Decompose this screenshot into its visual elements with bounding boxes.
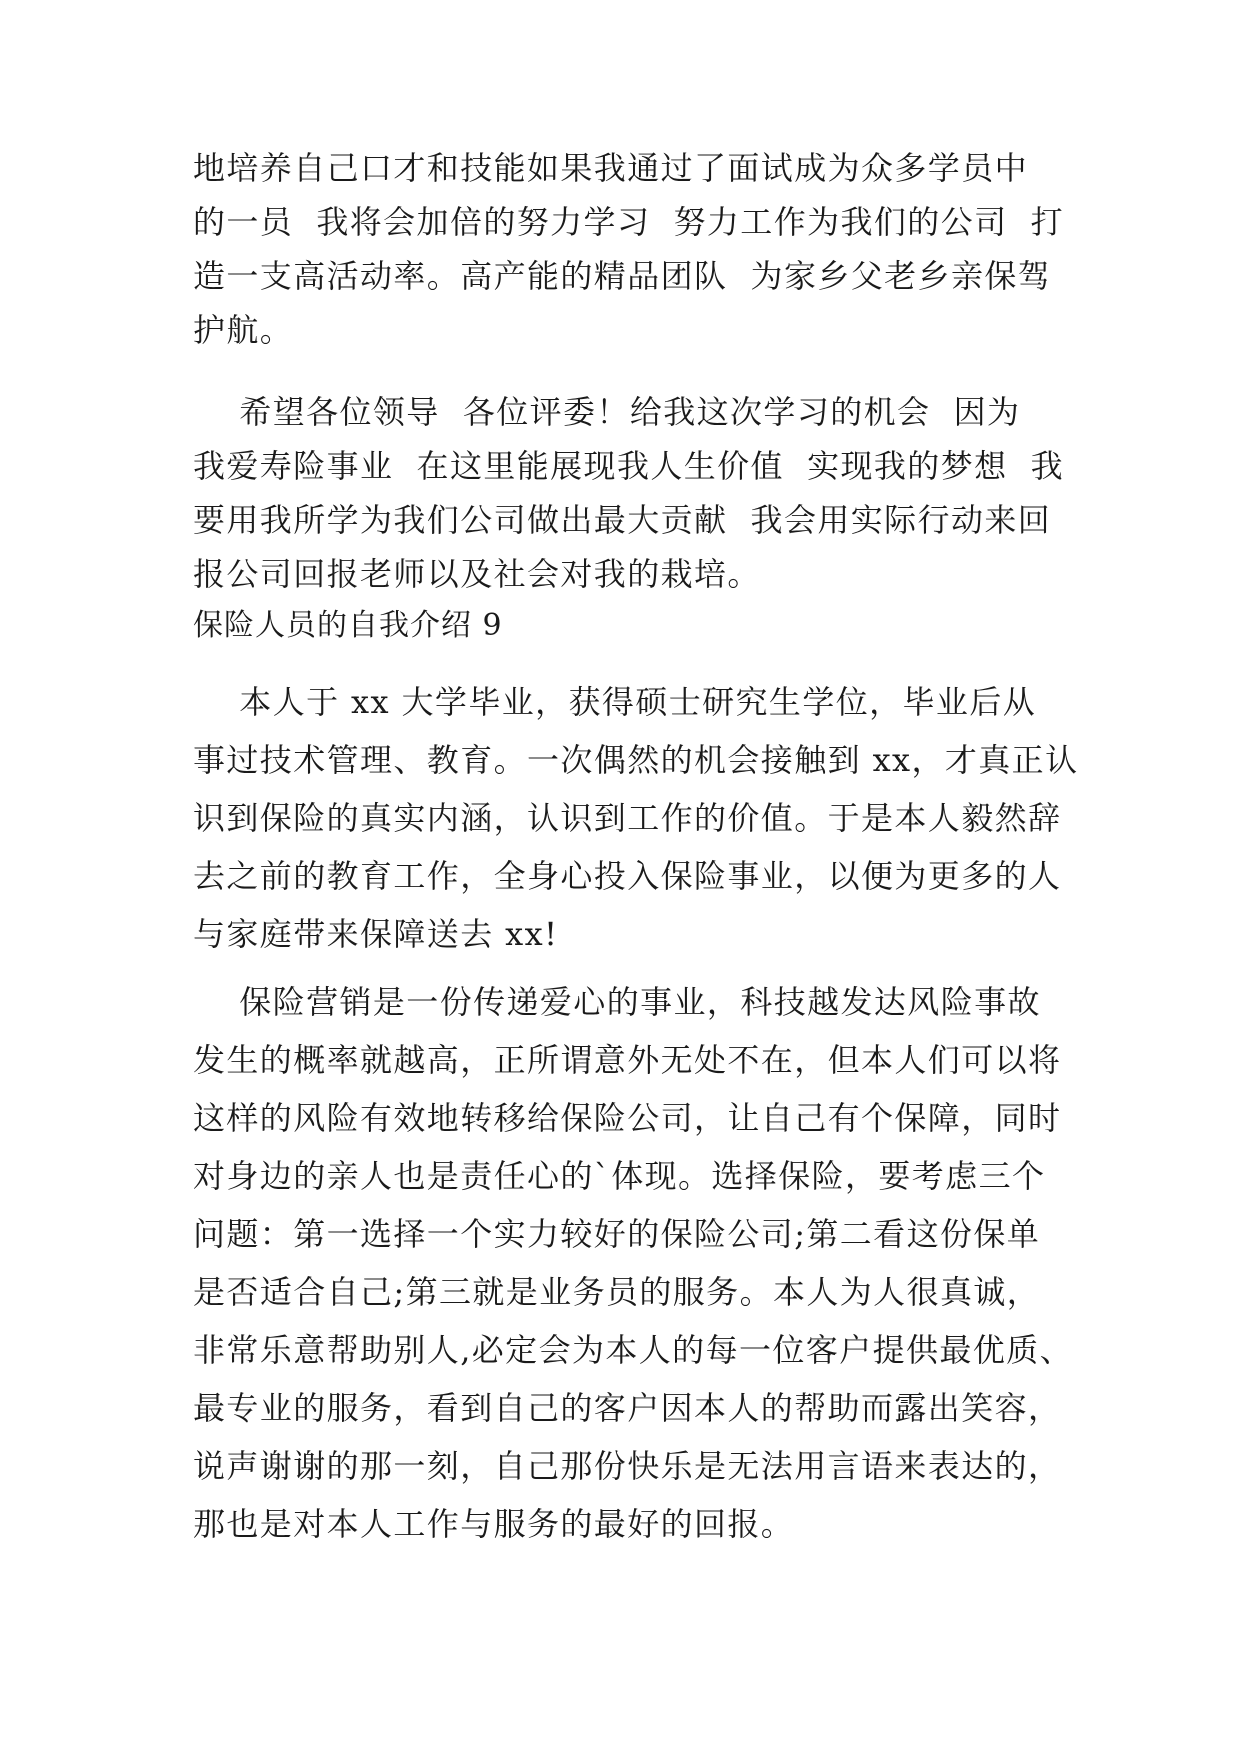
- text-line: 我爱寿险事业 在这里能展现我人生价值 实现我的梦想 我: [193, 447, 1065, 485]
- text-line: 是否适合自己;第三就是业务员的服务。本人为人很真诚，: [193, 1273, 1041, 1311]
- text-line: 的一员 我将会加倍的努力学习 努力工作为我们的公司 打: [193, 203, 1065, 241]
- text-line: 最专业的服务，看到自己的客户因本人的帮助而露出笑容，: [193, 1389, 1062, 1427]
- text-line: 非常乐意帮助别人,必定会为本人的每一位客户提供最优质、: [193, 1331, 1073, 1369]
- text-line: 问题：第一选择一个实力较好的保险公司;第二看这份保单: [193, 1215, 1041, 1253]
- text-line: 这样的风险有效地转移给保险公司，让自己有个保障，同时: [193, 1099, 1062, 1137]
- text-line: 对身边的亲人也是责任心的`体现。选择保险，要考虑三个: [193, 1157, 1046, 1195]
- text-line: 去之前的教育工作，全身心投入保险事业，以便为更多的人: [193, 857, 1062, 895]
- text-line: 报公司回报老师以及社会对我的栽培。: [193, 555, 761, 593]
- text-line: 本人于 xx 大学毕业，获得硕士研究生学位，毕业后从: [193, 683, 1037, 721]
- text-line: 希望各位领导 各位评委！给我这次学习的机会 因为: [193, 393, 1021, 431]
- text-line: 发生的概率就越高，正所谓意外无处不在，但本人们可以将: [193, 1041, 1062, 1079]
- text-line: 护航。: [193, 311, 294, 349]
- text-line: 与家庭带来保障送去 xx!: [193, 915, 559, 953]
- text-line: 识到保险的真实内涵，认识到工作的价值。于是本人毅然辞: [193, 799, 1062, 837]
- text-line: 说声谢谢的那一刻，自己那份快乐是无法用言语来表达的，: [193, 1447, 1062, 1485]
- text-line: 造一支高活动率。高产能的精品团队 为家乡父老乡亲保驾: [193, 257, 1052, 295]
- text-line: 那也是对本人工作与服务的最好的回报。: [193, 1505, 795, 1543]
- text-line: 地培养自己口才和技能如果我通过了面试成为众多学员中: [193, 149, 1029, 187]
- text-line: 事过技术管理、教育。一次偶然的机会接触到 xx，才真正认: [193, 741, 1079, 779]
- text-line: 要用我所学为我们公司做出最大贡献 我会用实际行动来回: [193, 501, 1052, 539]
- section-title: 保险人员的自我介绍 9: [193, 608, 503, 643]
- text-line: 保险营销是一份传递爱心的事业，科技越发达风险事故: [193, 983, 1041, 1021]
